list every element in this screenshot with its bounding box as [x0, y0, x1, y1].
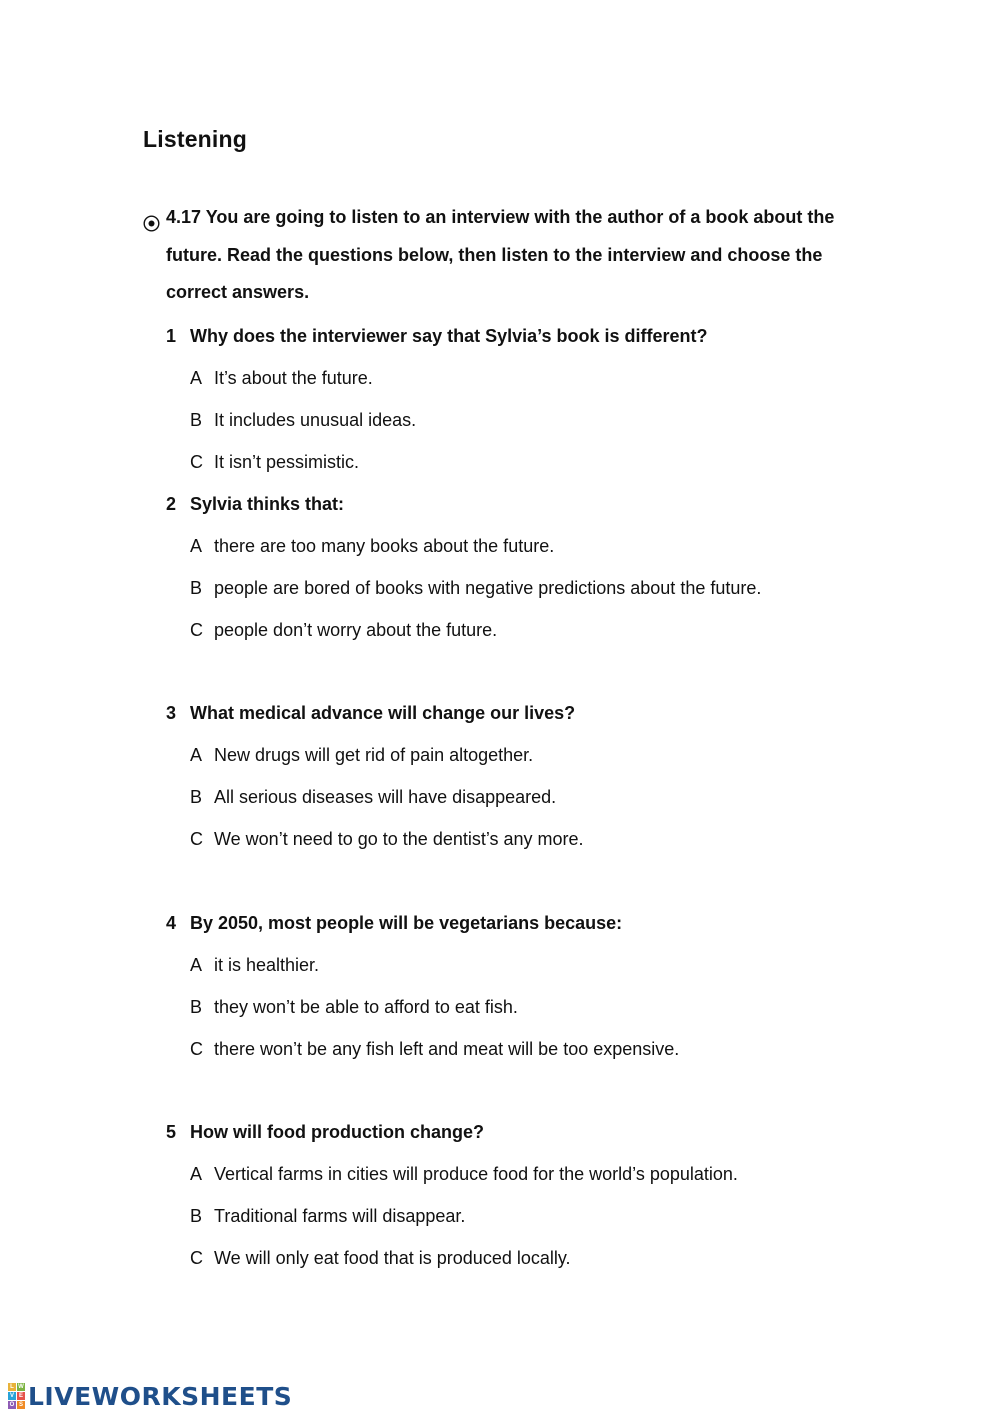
question-number: 4: [166, 913, 177, 933]
option-text: there won’t be any fish left and meat will be too expensive.: [214, 1039, 680, 1059]
question-row: [166, 324, 707, 366]
option-text: people don’t worry about the future.: [214, 620, 498, 640]
option-c[interactable]: [166, 1037, 679, 1079]
logo-tile: V: [9, 1393, 14, 1399]
option-letter: C: [190, 1248, 203, 1268]
question-text: How will food production change?: [190, 1122, 484, 1142]
option-text: people are bored of books with negative predictions about the future.: [214, 578, 762, 598]
liveworksheets-logo[interactable]: [8, 1381, 292, 1411]
logo-tiles-icon: [8, 1383, 25, 1409]
option-text: Vertical farms in cities will produce food for the world’s population.: [214, 1164, 738, 1184]
question-text: What medical advance will change our lives?: [190, 703, 576, 723]
option-text: It’s about the future.: [214, 368, 373, 388]
logo-tile: W: [18, 1384, 24, 1390]
option-a[interactable]: [166, 1162, 738, 1204]
option-text: Traditional farms will disappear.: [214, 1206, 466, 1226]
option-text: We won’t need to go to the dentist’s any more.: [214, 829, 584, 849]
instructions-line: future. Read the questions below, then listen to the interview and choose the: [166, 244, 823, 265]
option-letter: A: [190, 955, 203, 975]
option-letter: A: [190, 1164, 203, 1184]
option-b[interactable]: [166, 408, 707, 450]
option-letter: C: [190, 452, 203, 472]
question-number: 1: [166, 326, 177, 346]
logo-tile: L: [8, 1383, 16, 1391]
option-letter: B: [190, 578, 203, 598]
option-letter: A: [190, 368, 203, 388]
option-letter: B: [190, 787, 203, 807]
question-number: 5: [166, 1122, 177, 1142]
logo-tile: E: [18, 1393, 23, 1399]
question-text: Sylvia thinks that:: [190, 494, 345, 514]
option-letter: C: [190, 1039, 203, 1059]
option-a[interactable]: [166, 366, 707, 408]
instructions-line: 4.17 You are going to listen to an interview with the author of a book about the: [166, 207, 835, 227]
option-a[interactable]: [166, 743, 584, 785]
logo-text: LIVEWORKSHEETS: [28, 1381, 293, 1411]
option-letter: B: [190, 1206, 203, 1226]
question-1: [166, 324, 707, 492]
option-text: We will only eat food that is produced locally.: [214, 1248, 571, 1268]
option-text: It isn’t pessimistic.: [214, 452, 360, 472]
option-letter: A: [190, 536, 203, 556]
question-number: 3: [166, 703, 177, 723]
option-letter: C: [190, 620, 203, 640]
option-letter: C: [190, 829, 203, 849]
option-b[interactable]: [166, 576, 761, 618]
option-c[interactable]: [166, 618, 761, 660]
question-2: [166, 492, 761, 660]
question-row: [166, 492, 761, 534]
question-text: By 2050, most people will be vegetarians because:: [190, 913, 623, 933]
logo-tile: O: [9, 1402, 15, 1408]
option-text: they won’t be able to afford to eat fish.: [214, 997, 518, 1017]
audio-disc-icon[interactable]: [143, 208, 160, 246]
option-text: New drugs will get rid of pain altogether.: [214, 745, 534, 765]
option-b[interactable]: [166, 785, 584, 827]
instructions: [143, 199, 843, 312]
option-c[interactable]: [166, 1246, 738, 1288]
question-row: [166, 1120, 738, 1162]
logo-tile: S: [18, 1402, 23, 1408]
question-number: 2: [166, 494, 177, 514]
option-b[interactable]: [166, 1204, 738, 1246]
option-b[interactable]: [166, 995, 679, 1037]
option-c[interactable]: [166, 827, 584, 869]
option-text: It includes unusual ideas.: [214, 410, 417, 430]
option-a[interactable]: [166, 534, 761, 576]
question-row: [166, 701, 584, 743]
question-text: Why does the interviewer say that Sylvia’s book is different?: [190, 326, 708, 346]
question-4: [166, 911, 679, 1079]
option-letter: B: [190, 997, 203, 1017]
option-letter: B: [190, 410, 203, 430]
instructions-line: correct answers.: [166, 282, 310, 302]
question-5: [166, 1120, 738, 1288]
option-letter: A: [190, 745, 203, 765]
option-c[interactable]: [166, 450, 707, 492]
option-text: it is healthier.: [214, 955, 320, 975]
option-text: there are too many books about the future.: [214, 536, 555, 556]
question-3: [166, 701, 584, 869]
page-title: Listening: [143, 126, 248, 152]
question-row: [166, 911, 679, 953]
option-a[interactable]: [166, 953, 679, 995]
option-text: All serious diseases will have disappeared.: [214, 787, 557, 807]
